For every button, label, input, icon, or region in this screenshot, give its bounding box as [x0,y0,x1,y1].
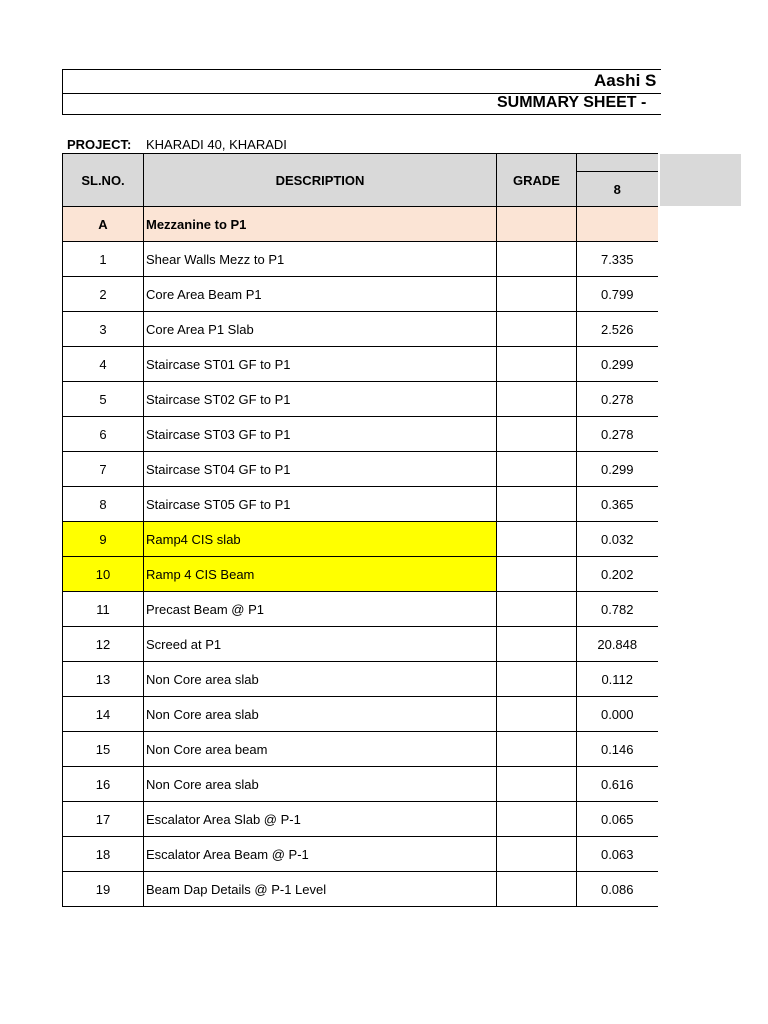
row-description[interactable]: Ramp4 CIS slab [144,522,497,557]
header-row [63,154,658,172]
row-description[interactable]: Escalator Area Beam @ P-1 [144,837,497,872]
row-grade[interactable] [497,627,577,662]
row-sl[interactable]: 2 [63,277,144,312]
row-description[interactable]: Non Core area slab [144,697,497,732]
project-value: KHARADI 40, KHARADI [146,137,287,152]
row-value[interactable]: 0.365 [577,487,658,522]
row-grade[interactable] [497,837,577,872]
row-sl[interactable]: 13 [63,662,144,697]
row-grade[interactable] [497,557,577,592]
row-grade[interactable] [497,242,577,277]
row-value[interactable]: 20.848 [577,627,658,662]
table-row [63,767,658,802]
row-value[interactable]: 0.299 [577,347,658,382]
project-row [62,136,660,153]
section-grade[interactable] [497,207,577,242]
table-row [63,802,658,837]
header-description[interactable]: DESCRIPTION [144,154,497,207]
row-sl[interactable]: 7 [63,452,144,487]
section-value[interactable] [577,207,658,242]
row-sl[interactable]: 4 [63,347,144,382]
row-sl[interactable]: 14 [63,697,144,732]
row-value[interactable]: 7.335 [577,242,658,277]
table-row [63,732,658,767]
header-grade[interactable]: GRADE [497,154,577,207]
row-value[interactable]: 0.086 [577,872,658,907]
table-row [63,872,658,907]
header-value-group[interactable] [577,154,658,172]
row-value[interactable]: 0.063 [577,837,658,872]
row-sl[interactable]: 6 [63,417,144,452]
row-description[interactable]: Core Area P1 Slab [144,312,497,347]
table-row [63,347,658,382]
row-description[interactable]: Beam Dap Details @ P-1 Level [144,872,497,907]
row-grade[interactable] [497,872,577,907]
row-value[interactable]: 2.526 [577,312,658,347]
row-grade[interactable] [497,662,577,697]
section-row [63,207,658,242]
row-sl[interactable]: 19 [63,872,144,907]
row-description[interactable]: Escalator Area Slab @ P-1 [144,802,497,837]
table-row [63,277,658,312]
row-description[interactable]: Shear Walls Mezz to P1 [144,242,497,277]
row-description[interactable]: Screed at P1 [144,627,497,662]
row-grade[interactable] [497,417,577,452]
summary-table [62,153,658,907]
row-grade[interactable] [497,312,577,347]
row-sl[interactable]: 10 [63,557,144,592]
row-value[interactable]: 0.202 [577,557,658,592]
company-title: Aashi S [594,71,657,90]
header-sl[interactable]: SL.NO. [63,154,144,207]
row-sl[interactable]: 3 [63,312,144,347]
header-value[interactable]: 8 [577,172,658,207]
row-value[interactable]: 0.065 [577,802,658,837]
row-description[interactable]: Staircase ST05 GF to P1 [144,487,497,522]
row-grade[interactable] [497,382,577,417]
row-value[interactable]: 0.799 [577,277,658,312]
row-value[interactable]: 0.278 [577,382,658,417]
row-grade[interactable] [497,452,577,487]
row-description[interactable]: Non Core area slab [144,767,497,802]
row-sl[interactable]: 11 [63,592,144,627]
summary-title: SUMMARY SHEET - [497,94,647,111]
row-sl[interactable]: 9 [63,522,144,557]
row-sl[interactable]: 18 [63,837,144,872]
row-value[interactable]: 0.782 [577,592,658,627]
row-description[interactable]: Precast Beam @ P1 [144,592,497,627]
row-description[interactable]: Staircase ST02 GF to P1 [144,382,497,417]
row-sl[interactable]: 15 [63,732,144,767]
table-row [63,627,658,662]
row-description[interactable]: Staircase ST03 GF to P1 [144,417,497,452]
row-description[interactable]: Ramp 4 CIS Beam [144,557,497,592]
row-value[interactable]: 0.299 [577,452,658,487]
row-value[interactable]: 0.146 [577,732,658,767]
table-row [63,522,658,557]
row-sl[interactable]: 5 [63,382,144,417]
title-row-summary [62,93,661,115]
row-sl[interactable]: 1 [63,242,144,277]
row-sl[interactable]: 12 [63,627,144,662]
row-value[interactable]: 0.000 [577,697,658,732]
row-value[interactable]: 0.032 [577,522,658,557]
row-sl[interactable]: 17 [63,802,144,837]
row-grade[interactable] [497,522,577,557]
table-row [63,487,658,522]
row-grade[interactable] [497,802,577,837]
table-row [63,452,658,487]
project-label: PROJECT: [67,137,132,152]
row-grade[interactable] [497,767,577,802]
table-row [63,697,658,732]
header-overflow-cell [660,154,741,206]
table-row [63,557,658,592]
row-value[interactable]: 0.112 [577,662,658,697]
row-description[interactable]: Non Core area slab [144,662,497,697]
row-description[interactable]: Staircase ST04 GF to P1 [144,452,497,487]
row-grade[interactable] [497,347,577,382]
row-value[interactable]: 0.616 [577,767,658,802]
row-description[interactable]: Staircase ST01 GF to P1 [144,347,497,382]
table-row [63,662,658,697]
row-grade[interactable] [497,277,577,312]
title-row-company [62,69,661,94]
row-sl[interactable]: 8 [63,487,144,522]
row-value[interactable]: 0.278 [577,417,658,452]
table-row [63,382,658,417]
table-row [63,312,658,347]
section-sl[interactable]: A [63,207,144,242]
table-row [63,417,658,452]
row-grade[interactable] [497,487,577,522]
row-description[interactable]: Non Core area beam [144,732,497,767]
table-row [63,242,658,277]
table-row [63,592,658,627]
table-row [63,837,658,872]
row-grade[interactable] [497,732,577,767]
row-description[interactable]: Core Area Beam P1 [144,277,497,312]
section-description[interactable]: Mezzanine to P1 [144,207,497,242]
row-grade[interactable] [497,697,577,732]
row-grade[interactable] [497,592,577,627]
row-sl[interactable]: 16 [63,767,144,802]
